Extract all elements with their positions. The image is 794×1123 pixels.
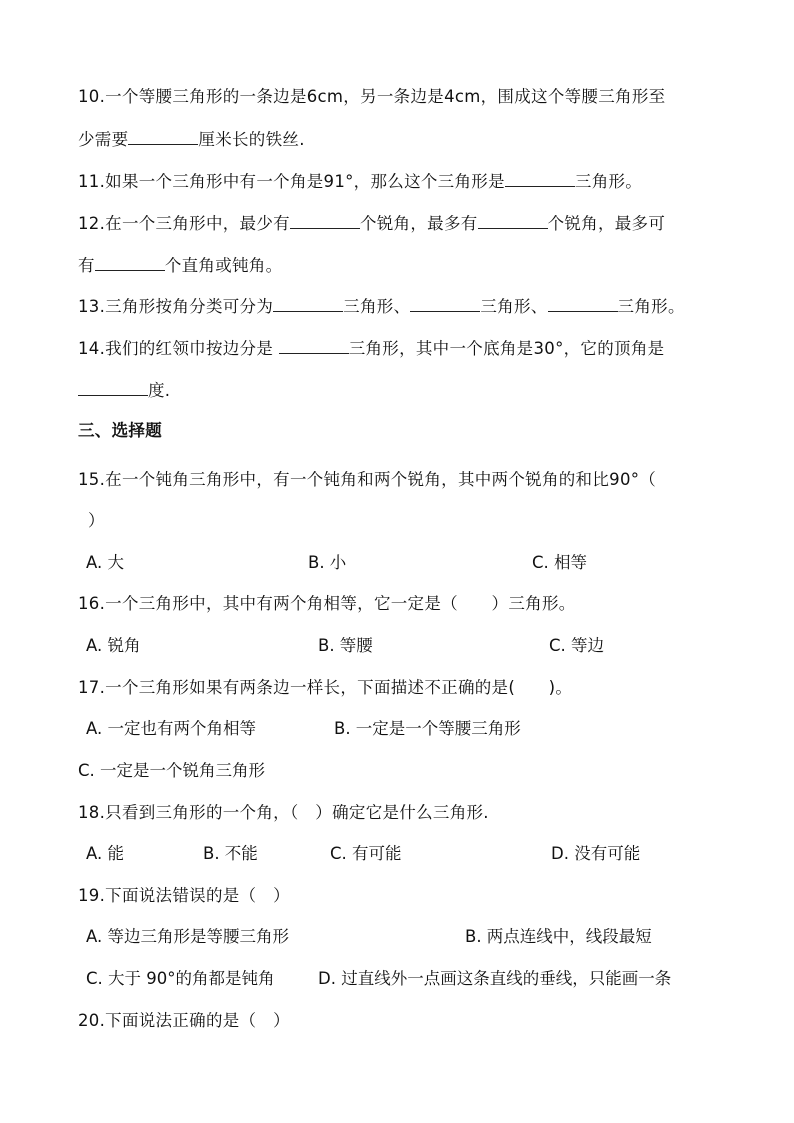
- question-14-line2: [78, 379, 170, 402]
- option-c[interactable]: C. 一定是一个锐角三角形: [78, 761, 266, 780]
- option-a[interactable]: A. 锐角: [86, 636, 141, 655]
- option-c[interactable]: C. 有可能: [330, 844, 402, 863]
- question-14-line1: [78, 337, 664, 360]
- question-15: 15.在一个钝角三角形中，有一个钝角和两个锐角，其中两个锐角的和比90°（: [78, 470, 657, 489]
- option-b[interactable]: B. 一定是一个等腰三角形: [334, 719, 521, 738]
- question-11-suffix: 三角形。: [574, 172, 643, 191]
- answer-blank[interactable]: [478, 212, 548, 229]
- question-12-line2: [78, 254, 282, 277]
- option-c[interactable]: C. 大于 90°的角都是钝角: [86, 969, 275, 988]
- option-b[interactable]: B. 两点连线中，线段最短: [465, 927, 652, 946]
- answer-blank[interactable]: [128, 128, 198, 145]
- answer-blank[interactable]: [273, 295, 343, 312]
- question-10-line2: [78, 128, 305, 151]
- answer-blank[interactable]: [78, 379, 148, 396]
- option-a[interactable]: A. 等边三角形是等腰三角形: [86, 927, 289, 946]
- question-13-part3: 三角形。: [617, 297, 685, 316]
- question-16: 16.一个三角形中，其中有两个角相等，它一定是（ ）三角形。: [78, 594, 576, 613]
- answer-blank[interactable]: [548, 295, 618, 312]
- option-d[interactable]: D. 没有可能: [551, 844, 641, 863]
- option-c[interactable]: C. 等边: [549, 636, 605, 655]
- answer-blank[interactable]: [505, 170, 575, 187]
- question-13-part1: 三角形、: [343, 297, 411, 316]
- question-20: 20.下面说法正确的是（ ）: [78, 1011, 290, 1030]
- question-14-mid: 三角形，其中一个底角是30°，它的顶角是: [348, 339, 665, 358]
- question-13: [78, 295, 685, 318]
- question-11-text: 11.如果一个三角形中有一个角是91°，那么这个三角形是: [78, 172, 505, 191]
- option-a[interactable]: A. 大: [86, 553, 124, 572]
- question-19: 19.下面说法错误的是（ ）: [78, 886, 290, 905]
- answer-blank[interactable]: [95, 254, 165, 271]
- question-11: [78, 170, 642, 193]
- answer-blank[interactable]: [410, 295, 480, 312]
- option-b[interactable]: B. 不能: [203, 844, 258, 863]
- question-13-part2: 三角形、: [480, 297, 548, 316]
- question-12-prefix2: 有: [78, 256, 95, 275]
- answer-blank[interactable]: [290, 212, 360, 229]
- question-14-text: 14.我们的红领巾按边分是: [78, 339, 279, 358]
- question-10-suffix: 厘米长的铁丝.: [198, 130, 305, 149]
- question-10-line1: 10.一个等腰三角形的一条边是6cm，另一条边是4cm，围成这个等腰三角形至: [78, 87, 666, 106]
- option-c[interactable]: C. 相等: [532, 553, 588, 572]
- option-a[interactable]: A. 能: [86, 844, 124, 863]
- question-10-prefix: 少需要: [78, 130, 129, 149]
- section-heading: 三、选择题: [78, 421, 162, 440]
- question-15-cont: ）: [88, 511, 105, 530]
- question-14-suffix: 度.: [148, 381, 171, 400]
- option-b[interactable]: B. 小: [308, 553, 347, 572]
- option-b[interactable]: B. 等腰: [318, 636, 373, 655]
- question-12-end: 个锐角，最多可: [547, 214, 666, 233]
- question-17: 17.一个三角形如果有两条边一样长，下面描述不正确的是( )。: [78, 678, 573, 697]
- option-a[interactable]: A. 一定也有两个角相等: [86, 719, 256, 738]
- question-12-suffix: 个直角或钝角。: [164, 256, 283, 275]
- question-13-text: 13.三角形按角分类可分为: [78, 297, 274, 316]
- question-18: 18.只看到三角形的一个角，（ ）确定它是什么三角形.: [78, 803, 489, 822]
- answer-blank[interactable]: [279, 337, 349, 354]
- option-d[interactable]: D. 过直线外一点画这条直线的垂线，只能画一条: [318, 969, 672, 988]
- question-12-line1: [78, 212, 665, 235]
- question-12-text: 12.在一个三角形中，最少有: [78, 214, 290, 233]
- question-12-mid: 个锐角，最多有: [359, 214, 478, 233]
